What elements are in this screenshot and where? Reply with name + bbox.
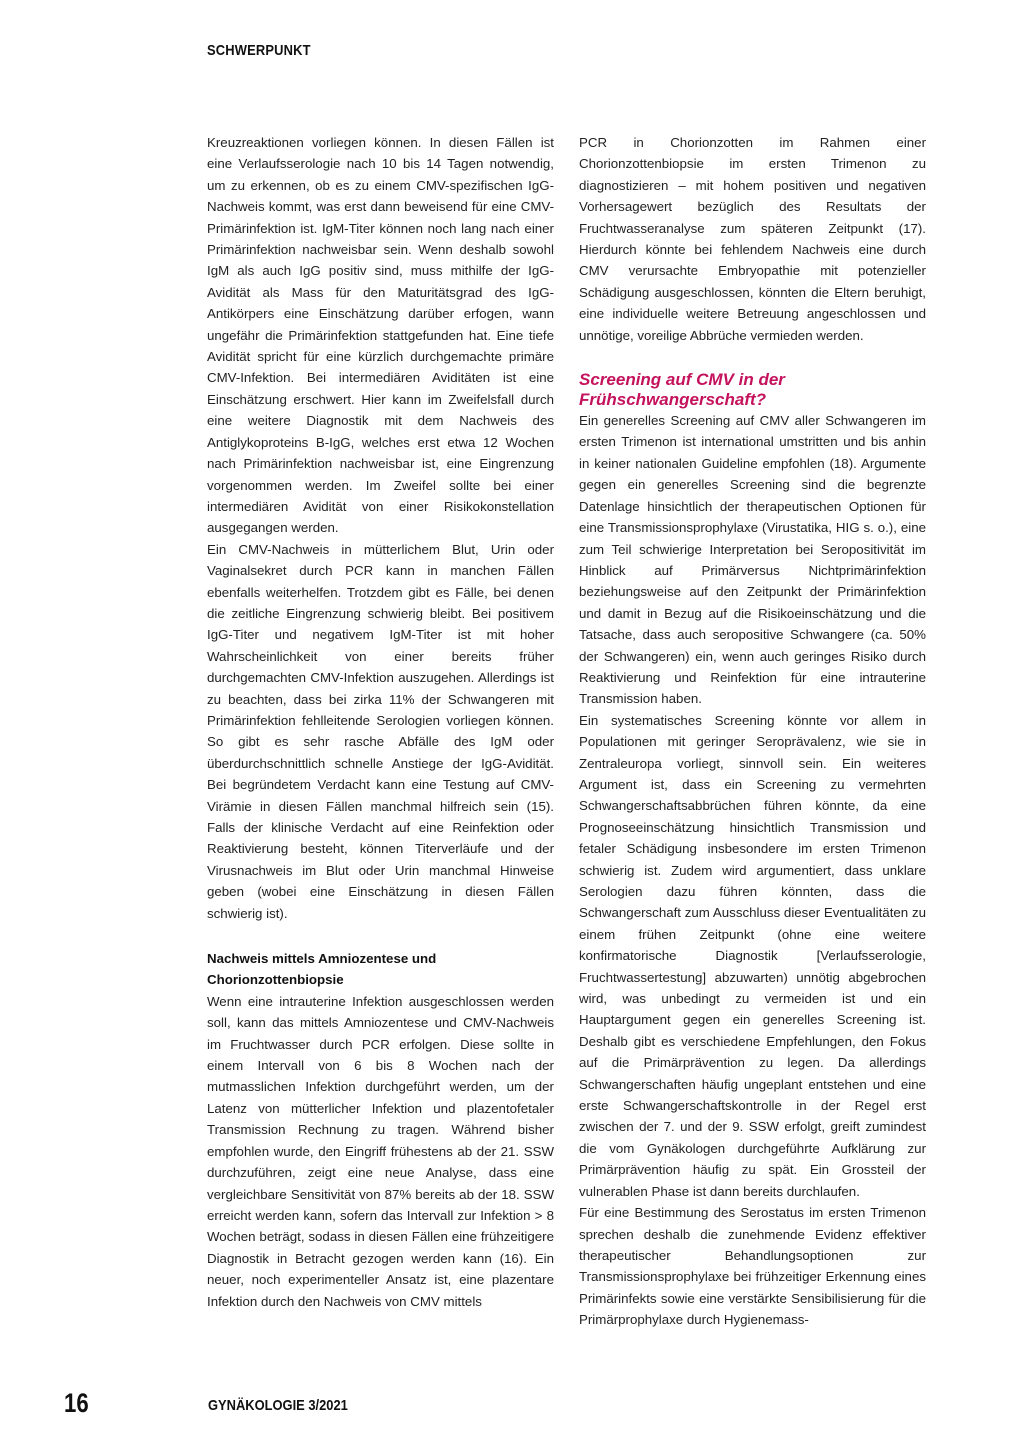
body-paragraph: PCR in Chorionzotten im Rahmen einer Chorionzottenbiopsie im ersten Trimenon zu diagnostizieren – mit hohem positiven und negativen Vorhersagewert bezüglich des Resultats der Fruchtwasseranalyse zum späteren Zeitpunkt (17). Hierdurch könnte bei fehlendem Nachweis eine durch CMV verursachte Embryopathie mit potenzieller Schädigung ausgeschlossen, könnten die Eltern beruhigt, eine individuelle weitere Betreuung angeschlossen und unnötige, voreilige Abbrüche vermieden werden. [579, 135, 926, 343]
body-paragraph: Ein generelles Screening auf CMV aller Schwangeren im ersten Trimenon ist international umstritten und bis anhin in keiner nationalen Guideline empfohlen (18). Argumente gegen ein generelles Screening sind die begrenzte Datenlage hinsichtlich der therapeutischen Optionen für eine Transmissionsprophylaxe (Virustatika, HIG s. o.), eine zum Teil schwierige Interpretation bei Seropositivität im Hinblick auf Primärversus Nichtprimärinfektion beziehungsweise auf den Zeitpunkt der Primärinfektion und damit in Bezug auf die Risikoeinschätzung und die Tatsache, dass auch seropositive Schwangere (ca. 50% der Schwangeren) ein, wenn auch geringes Risiko durch Reaktivierung und Reinfektion für eine intrauterine Transmission haben. [579, 413, 926, 707]
right-column [579, 132, 926, 1331]
page-number: 16 [64, 1388, 89, 1418]
body-paragraph: Kreuzreaktionen vorliegen können. In diesen Fällen ist eine Verlaufsserologie nach 10 bis 14 Tagen notwendig, um zu erkennen, ob es zu einem CMV-spezifischen IgG-Nachweis kommt, was erst dann beweisend für eine CMV-Primärinfektion ist. IgM-Titer können noch lang nach einer Primärinfektion nachweisbar sein. Wenn deshalb sowohl IgM als auch IgG positiv sind, muss mithilfe der IgG-Avidität als Mass für den Maturitätsgrad des IgG-Antikörpers eine Einschätzung darüber erfogen, wann ungefähr die Primärinfektion stattgefunden hat. Eine tiefe Avidität spricht für eine kürzlich durchgemachte primäre CMV-Infektion. Bei intermediären Aviditäten ist eine Einschätzung erschwert. Hier kann im Zweifelsfall durch eine weitere Diagnostik mit dem Nachweis des Antiglykoproteins B-IgG, welches erst etwa 12 Wochen nach Primärinfektion nachweisbar ist, eine Eingrenzung vorgenommen werden. Im Zweifel sollte bei einer intermediären Avidität von einer Risikokonstellation ausgegangen werden. [207, 135, 554, 536]
subheading: Nachweis mittels Amniozentese und Chorionzottenbiopsie [207, 951, 437, 988]
section-header: SCHWERPUNKT [207, 42, 311, 59]
section-heading: Screening auf CMV in der Frühschwangerschaft? [579, 370, 785, 410]
body-paragraph: Ein CMV-Nachweis in mütterlichem Blut, Urin oder Vaginalsekret durch PCR kann in manchen Fällen ebenfalls weiterhelfen. Trotzdem gibt es Fälle, bei denen die zeitliche Eingrenzung schwierig bleibt. Bei positivem IgG-Titer und negativem IgM-Titer ist mit hoher Wahrscheinlichkeit von einer bereits früher durchgemachten CMV-Infektion auszugehen. Allerdings ist zu beachten, dass bei zirka 11% der Schwangeren mit Primärinfektion fehlleitende Serologien vorliegen können. So gibt es sehr rasche Abfälle des IgM oder überdurchschnittlich schnelle Anstiege der IgG-Avidität. Bei begründetem Verdacht kann eine Testung auf CMV-Virämie in diesen Fällen manchmal hilfreich sein (15). Falls der klinische Verdacht auf eine Reinfektion oder Reaktivierung besteht, können Titerverläufe und der Virusnachweis im Blut oder Urin manchmal Hinweise geben (wobei eine Einschätzung in diesen Fällen schwierig ist). [207, 541, 554, 921]
journal-name: GYNÄKOLOGIE 3/2021 [208, 1397, 348, 1414]
body-paragraph: Für eine Bestimmung des Serostatus im ersten Trimenon sprechen deshalb die zunehmende Evidenz effektiver therapeutischer Behandlungsoptionen zur Transmissionsprophylaxe bei frühzeitiger Erkennung eines Primärinfekts sowie eine verstärkte Sensibilisierung für die Primärprophylaxe durch Hygienemass- [579, 1205, 926, 1328]
body-paragraph: Wenn eine intrauterine Infektion ausgeschlossen werden soll, kann das mittels Amniozentese und CMV-Nachweis im Fruchtwasser durch PCR erfolgen. Diese sollte in einem Intervall von 6 bis 8 Wochen nach der mutmasslichen Infektion durchgeführt werden, um der Latenz von mütterlicher Infektion und plazentofetaler Transmission Rechnung zu tragen. Während bisher empfohlen wurde, den Eingriff frühestens ab der 21. SSW durchzuführen, zeigt eine neue Analyse, dass eine vergleichbare Sensitivität von 87% bereits ab der 18. SSW erreicht werden kann, sofern das Intervall zur Infektion > 8 Wochen beträgt, sodass in diesen Fällen eine frühzeitigere Diagnostik in Betracht gezogen werden kann (16). Ein neuer, noch experimenteller Ansatz ist, eine plazentare Infektion durch den Nachweis von CMV mittels [207, 993, 554, 1309]
body-paragraph: Ein systematisches Screening könnte vor allem in Populationen mit geringer Seroprävalenz, wie sie in Zentraleuropa vorliegt, sinnvoll sein. Ein weiteres Argument ist, dass ein Screening zu vermehrten Schwangerschaftsabbrüchen führen könnte, da eine Prognoseeinschätzung hinsichtlich Transmission und fetaler Schädigung insbesondere im ersten Trimenon schwierig ist. Zudem wird argumentiert, dass unklare Serologien dazu führen könnten, dass die Schwangerschaft zum Ausschluss dieser Eventualitäten zu einem frühen Zeitpunkt (ohne eine weitere konfirmatorische Diagnostik [Verlaufsserologie, Fruchtwassertestung] abzuwarten) unnötig abgebrochen wird, was unbedingt zu vermeiden ist und ein Hauptargument gegen ein generelles Screening ist. Deshalb gibt es verschiedene Empfehlungen, den Fokus auf die Primärprävention zu legen. Da allerdings Schwangerschaften häufig ungeplant entstehen und eine erste Schwangerschaftskontrolle in der Regel erst zwischen der 7. und der 9. SSW erfolgt, greift zumindest die vom Gynäkologen durchgeführte Aufklärung zur Primärprävention häufig zu spät. Ein Grossteil der vulnerablen Phase ist dann bereits durchlaufen. [579, 712, 926, 1199]
left-column [207, 132, 554, 1312]
